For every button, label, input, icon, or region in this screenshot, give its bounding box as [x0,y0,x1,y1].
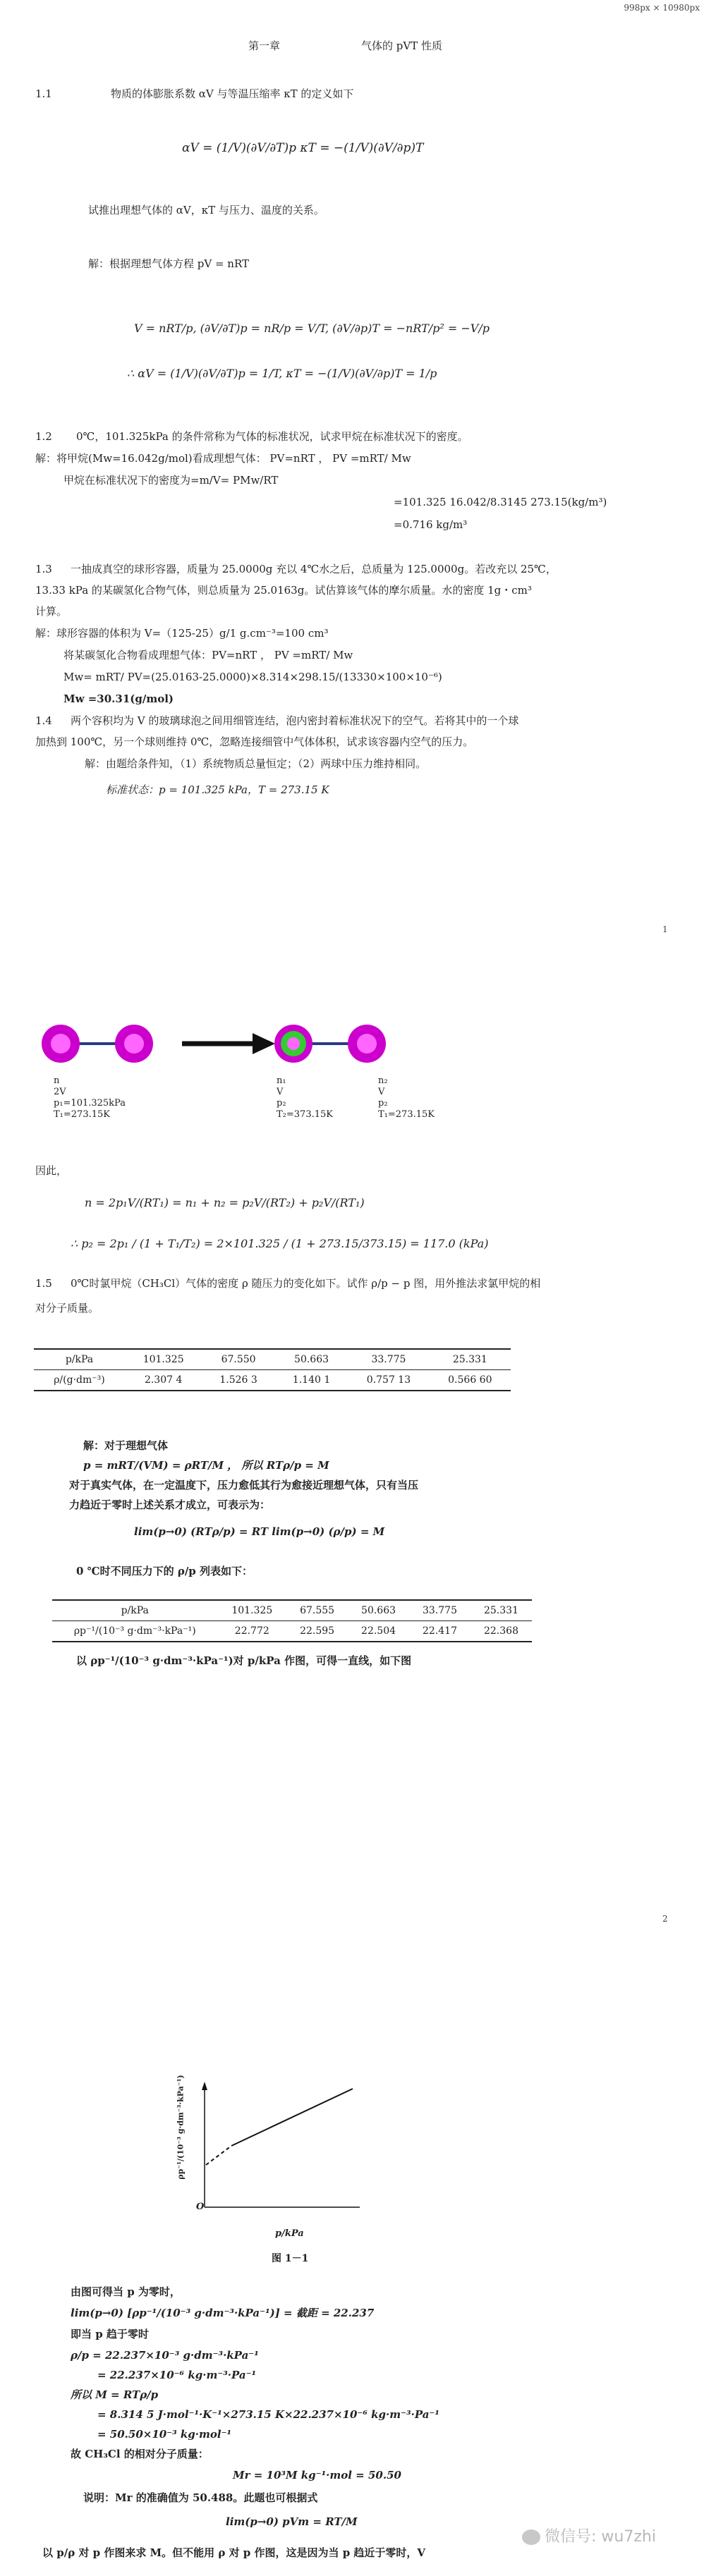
right-two-bulbs [274,1025,386,1063]
q1-1-question: 试推出理想气体的 αV，κT 与压力、温度的关系。 [88,204,324,216]
table-cell: 33.775 [348,1349,429,1370]
table-cell: 22.417 [409,1621,471,1642]
q1-5-note-2: lim(p→0) pVm = RT/M [226,2515,358,2528]
left-pressure-label: p₁=101.325kPa [54,1098,126,1109]
graph-ylabel-box [157,2075,199,2186]
q1-5-solution-2: p = mRT/(VM) = ρRT/M ， 所以 RTρ/p = M [83,1459,329,1472]
table-cell: p/kPa [52,1600,218,1621]
q1-5-solution-4: 力趋近于零时上述关系才成立，可表示为： [69,1498,271,1511]
q1-1-number: 1.1 [35,87,52,100]
bulb-heated-highlight [287,1037,300,1050]
left-state-labels [54,1075,126,1121]
q1-5-stem-2: 对分子质量。 [35,1302,99,1314]
q1-5-stem-1: 0℃时氯甲烷（CH₃Cl）气体的密度 ρ 随压力的变化如下。试作 ρ/p − p 图，用外推法求氯甲烷的相 [71,1277,541,1290]
graph-xlabel: p/kPa [275,2228,304,2239]
q1-5-conclusion-8: = 50.50×10⁻³ kg·mol⁻¹ [97,2428,232,2441]
q1-4-therefore: 因此， [35,1164,68,1177]
q1-5-conclusion-10: Mr = 10³M kg⁻¹·mol = 50.50 [233,2469,401,2482]
table-cell: p/kPa [34,1349,125,1370]
table-cell: 1.140 1 [275,1370,348,1391]
wechat-logo-icon [522,2529,540,2545]
q1-3-stem-2: 13.33 kPa 的某碳氢化合物气体，则总质量为 25.0163g。试估算该气体的摩尔质量。水的密度 1g・cm³ [35,584,532,597]
q1-5-conclusion-7: = 8.314 5 J·mol⁻¹·K⁻¹×273.15 K×22.237×10⁻⁶ kg·m⁻³·Pa⁻¹ [97,2408,439,2421]
left-temperature-label: T₁=273.15K [54,1109,110,1120]
table-cell: 22.504 [348,1621,409,1642]
table-cell: 22.772 [218,1621,287,1642]
table-cell: 2.307 4 [125,1370,202,1391]
q1-5-conclusion-6: 所以 M = RTρ/p [71,2388,159,2401]
q1-2-result-line-2: =0.716 kg/m³ [394,518,468,531]
arrow-head [253,1033,275,1054]
q1-5-note-3: 以 p/ρ 对 p 作图来求 M。但不能用 ρ 对 p 作图，这是因为当 p 趋近于零时，V [42,2546,426,2559]
q1-5-solution-1: 解：对于理想气体 [83,1439,169,1452]
q1-4-solution-line-1: 解：由题给条件知，（1）系统物质总量恒定；（2）两球中压力维持相同。 [85,757,427,770]
q1-3-stem-3: 计算。 [35,605,68,618]
graph-caption: 图 1－1 [272,2253,309,2264]
bulb-left-highlight [51,1034,71,1054]
page-size-label: 998px × 10980px [624,3,700,13]
q1-2-stem: 0℃，101.325kPa 的条件常称为气体的标准状况，试求甲烷在标准状况下的密度。 [76,430,468,443]
mid-n-label: n₁ [277,1075,286,1086]
q1-5-conclusion-1: 由图可得当 p 为零时， [71,2285,181,2298]
table-cell: 101.325 [125,1349,202,1370]
mid-state-labels [277,1075,333,1121]
table-cell: 1.526 3 [202,1370,274,1391]
rho-over-p-table [52,1599,532,1642]
left-two-bulbs [42,1025,153,1063]
rho-table-header-row [52,1600,532,1621]
page-number-2: 2 [662,1914,668,1924]
table-cell: 25.331 [471,1600,532,1621]
chapter-title: 气体的 pVT 性质 [361,39,442,52]
q1-3-number: 1.3 [35,563,52,575]
bulb-right-highlight [124,1034,144,1054]
table-cell: 50.663 [348,1600,409,1621]
density-table-row [34,1370,511,1391]
q1-5-plot-instruction: 以 ρp⁻¹/(10⁻³ g·dm⁻³·kPa⁻¹)对 p/kPa 作图，可得一直线，如下图 [76,1654,412,1667]
table-cell: 25.331 [430,1349,511,1370]
q1-2-solution-line-2: 甲烷在标准状况下的密度为=m/V= PMw/RT [63,474,279,487]
q1-4-number: 1.4 [35,714,52,727]
q1-2-number: 1.2 [35,430,52,443]
q1-2-result-line-1: =101.325 16.042/8.3145 273.15(kg/m³) [394,496,607,508]
y-axis-arrow [202,2082,207,2090]
right-volume-label: V [378,1087,385,1097]
q1-3-solution-line-3: Mw= mRT/ PV=(25.0163-25.0000)×8.314×298.15/(13330×100×10⁻⁶) [63,671,442,683]
density-table-header-row [34,1349,511,1370]
data-line [231,2089,353,2146]
page-number-1: 1 [662,924,668,934]
q1-3-solution-line-2: 将某碳氢化合物看成理想气体：PV=nRT ， PV =mRT/ Mw [63,649,353,661]
chapter-number: 第一章 [248,39,281,52]
q1-1-solution-intro: 解：根据理想气体方程 pV = nRT [88,257,250,270]
density-table [34,1348,511,1391]
q1-4-stem-1: 两个容积均为 V 的玻璃球泡之间用细管连结，泡内密封着标准状况下的空气。若将其中的一个球 [71,714,519,727]
q1-5-conclusion-4: ρ/p = 22.237×10⁻³ g·dm⁻³·kPa⁻¹ [71,2349,259,2362]
graph-origin: O [196,2202,205,2212]
table-cell: 50.663 [275,1349,348,1370]
mid-pressure-label: p₂ [277,1098,286,1109]
table-cell: 0.757 13 [348,1370,429,1391]
watermark [522,2525,656,2546]
rho-p-graph [183,2080,381,2221]
watermark-text: 微信号: wu7zhi [545,2528,656,2546]
table-cell: 101.325 [218,1600,287,1621]
q1-1-derivation-2: ∴ αV = (1/V)(∂V/∂T)p = 1/T, κT = −(1/V)(∂V/∂p)T = 1/p [127,367,437,380]
q1-5-note-1: 说明：Mr 的准确值为 50.488。此题也可根据式 [83,2491,318,2504]
table-cell: ρ/(g·dm⁻³) [34,1370,125,1391]
q1-4-equation-1: n = 2p₁V/(RT₁) = n₁ + n₂ = p₂V/(RT₂) + p₂V/(RT₁) [85,1196,365,1209]
table-cell: 22.595 [286,1621,348,1642]
q1-3-solution-line-1: 解：球形容器的体积为 V=（125-25）g/1 g.cm⁻³=100 cm³ [35,627,329,640]
q1-1-definitions: αV = (1/V)(∂V/∂T)p κT = −(1/V)(∂V/∂p)T [182,141,424,155]
q1-3-stem-1: 一抽成真空的球形容器，质量为 25.0000g 充以 4℃水之后，总质量为 125.0000g。若改充以 25℃， [71,563,557,575]
right-pressure-label: p₂ [378,1098,388,1109]
q1-4-standard-state: 标准状态：p = 101.325 kPa，T = 273.15 K [106,783,329,796]
extrapolation-line [206,2146,231,2165]
q1-4-stem-2: 加热到 100℃，另一个球则维持 0℃，忽略连接细管中气体体积，试求该容器内空气的压力。 [35,735,474,748]
table-cell: 33.775 [409,1600,471,1621]
q1-2-solution-line-1: 解：将甲烷(Mw=16.042g/mol)看成理想气体： PV=nRT ， PV =mRT/ Mw [35,452,411,465]
table-cell: ρp⁻¹/(10⁻³ g·dm⁻³·kPa⁻¹) [52,1621,218,1642]
graph-ylabel: ρp⁻¹/(10⁻³ g·dm⁻³·kPa⁻¹) [176,2075,186,2180]
table-cell: 67.550 [202,1349,274,1370]
q1-3-result: Mw =30.31(g/mol) [63,692,174,705]
q1-5-limit-expression: lim(p→0) (RTρ/p) = RT lim(p→0) (ρ/p) = M [134,1525,385,1538]
q1-5-conclusion-5: = 22.237×10⁻⁶ kg·m⁻³·Pa⁻¹ [97,2369,257,2381]
right-n-label: n₂ [378,1075,388,1086]
mid-volume-label: V [277,1087,284,1097]
left-n-label: n [54,1075,60,1086]
right-temperature-label: T₁=273.15K [378,1109,435,1120]
q1-5-conclusion-3: 即当 p 趋于零时 [71,2328,149,2340]
q1-4-equation-2: ∴ p₂ = 2p₁ / (1 + T₁/T₂) = 2×101.325 / (1 + 273.15/373.15) = 117.0 (kPa) [71,1237,489,1250]
right-state-labels [378,1075,435,1121]
q1-1-derivation-1: V = nRT/p, (∂V/∂T)p = nR/p = V/T, (∂V/∂p)T = −nRT/p² = −V/p [134,322,490,335]
process-arrow [182,1033,275,1054]
q1-5-number: 1.5 [35,1277,52,1290]
rho-table-row [52,1621,532,1642]
q1-5-conclusion-9: 故 CH₃Cl 的相对分子质量： [71,2448,209,2460]
table-cell: 67.555 [286,1600,348,1621]
left-volume-label: 2V [54,1087,66,1097]
bulb-cold-highlight [357,1034,377,1054]
mid-temperature-label: T₂=373.15K [277,1109,333,1120]
q1-1-stem: 物质的体膨胀系数 αV 与等温压缩率 κT 的定义如下 [111,87,354,100]
q1-5-solution-3: 对于真实气体，在一定温度下，压力愈低其行为愈接近理想气体，只有当压 [69,1479,419,1491]
q1-5-table-intro: 0 ℃时不同压力下的 ρ/p 列表如下： [76,1565,253,1577]
q1-5-conclusion-2: lim(p→0) [ρp⁻¹/(10⁻³ g·dm⁻³·kPa⁻¹)] = 截距 = 22.237 [71,2307,375,2319]
bulb-diagram [28,1012,451,1075]
table-cell: 22.368 [471,1621,532,1642]
table-cell: 0.566 60 [430,1370,511,1391]
